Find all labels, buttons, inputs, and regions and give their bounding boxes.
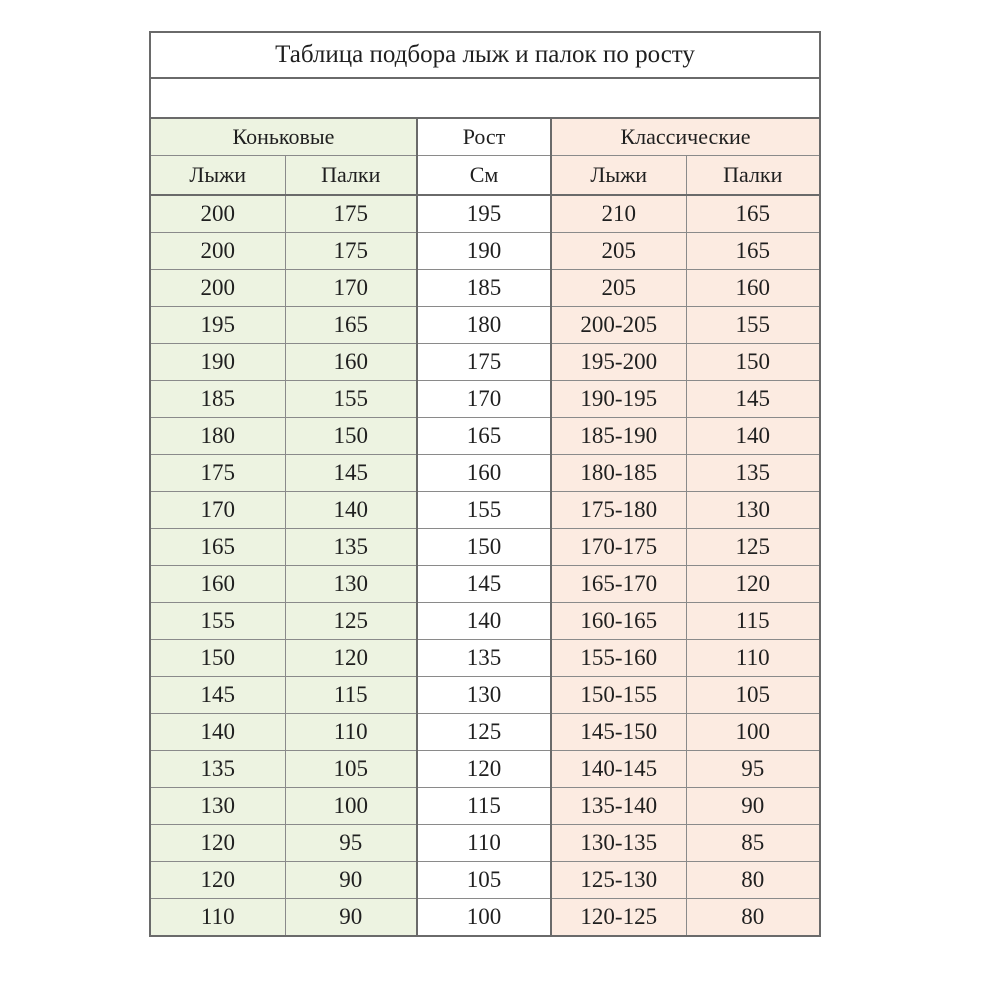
- classic-poles-cell: 165: [686, 233, 820, 270]
- table-row: [150, 344, 820, 381]
- classic-group-header: Классические: [551, 118, 820, 156]
- height-cell: 165: [417, 418, 551, 455]
- table-row: [150, 751, 820, 788]
- blank-row: [150, 78, 820, 118]
- group-header-row: [150, 118, 820, 156]
- skate-poles-cell: 155: [285, 381, 417, 418]
- height-cell: 190: [417, 233, 551, 270]
- classic-poles-cell: 100: [686, 714, 820, 751]
- classic-poles-cell: 130: [686, 492, 820, 529]
- height-cell: 135: [417, 640, 551, 677]
- height-cell: 110: [417, 825, 551, 862]
- skate-poles-cell: 140: [285, 492, 417, 529]
- skate-poles-cell: 105: [285, 751, 417, 788]
- classic-poles-cell: 80: [686, 899, 820, 937]
- classic-poles-cell: 90: [686, 788, 820, 825]
- classic-skis-cell: 170-175: [551, 529, 686, 566]
- blank-cell: [150, 78, 820, 118]
- table-row: [150, 714, 820, 751]
- classic-poles-cell: 95: [686, 751, 820, 788]
- classic-poles-cell: 150: [686, 344, 820, 381]
- classic-skis-cell: 140-145: [551, 751, 686, 788]
- table-row: [150, 603, 820, 640]
- skate-poles-cell: 145: [285, 455, 417, 492]
- classic-skis-cell: 200-205: [551, 307, 686, 344]
- classic-skis-cell: 130-135: [551, 825, 686, 862]
- table-row: [150, 307, 820, 344]
- classic-skis-cell: 180-185: [551, 455, 686, 492]
- table-row: [150, 640, 820, 677]
- height-cell: 125: [417, 714, 551, 751]
- classic-skis-cell: 145-150: [551, 714, 686, 751]
- classic-skis-cell: 155-160: [551, 640, 686, 677]
- skate-poles-cell: 130: [285, 566, 417, 603]
- skate-poles-cell: 110: [285, 714, 417, 751]
- table-row: [150, 677, 820, 714]
- table-row: [150, 195, 820, 233]
- skate-skis-cell: 185: [150, 381, 285, 418]
- classic-poles-cell: 145: [686, 381, 820, 418]
- skate-poles-cell: 95: [285, 825, 417, 862]
- classic-skis-cell: 120-125: [551, 899, 686, 937]
- skate-skis-cell: 145: [150, 677, 285, 714]
- classic-poles-header: Палки: [686, 156, 820, 196]
- skate-poles-cell: 100: [285, 788, 417, 825]
- table-row: [150, 233, 820, 270]
- classic-poles-cell: 80: [686, 862, 820, 899]
- classic-skis-cell: 165-170: [551, 566, 686, 603]
- skate-skis-cell: 120: [150, 825, 285, 862]
- classic-skis-cell: 205: [551, 233, 686, 270]
- table-row: [150, 529, 820, 566]
- classic-poles-cell: 110: [686, 640, 820, 677]
- table-row: [150, 566, 820, 603]
- table-row: [150, 418, 820, 455]
- skate-poles-header: Палки: [285, 156, 417, 196]
- ski-selection-table: [149, 31, 821, 937]
- classic-skis-cell: 175-180: [551, 492, 686, 529]
- skate-poles-cell: 120: [285, 640, 417, 677]
- height-cell: 195: [417, 195, 551, 233]
- table-row: [150, 788, 820, 825]
- table-row: [150, 899, 820, 937]
- title-row: [150, 32, 820, 78]
- skate-skis-cell: 160: [150, 566, 285, 603]
- height-cell: 130: [417, 677, 551, 714]
- classic-skis-cell: 195-200: [551, 344, 686, 381]
- classic-skis-cell: 190-195: [551, 381, 686, 418]
- skate-skis-cell: 190: [150, 344, 285, 381]
- skate-skis-cell: 155: [150, 603, 285, 640]
- classic-skis-cell: 125-130: [551, 862, 686, 899]
- table-row: [150, 825, 820, 862]
- classic-poles-cell: 85: [686, 825, 820, 862]
- height-cell: 115: [417, 788, 551, 825]
- skate-poles-cell: 115: [285, 677, 417, 714]
- skate-skis-cell: 140: [150, 714, 285, 751]
- height-cell: 175: [417, 344, 551, 381]
- skate-skis-cell: 120: [150, 862, 285, 899]
- skate-poles-cell: 175: [285, 195, 417, 233]
- skate-poles-cell: 135: [285, 529, 417, 566]
- skate-poles-cell: 175: [285, 233, 417, 270]
- skate-poles-cell: 165: [285, 307, 417, 344]
- height-cell: 170: [417, 381, 551, 418]
- height-cell: 155: [417, 492, 551, 529]
- skate-skis-cell: 130: [150, 788, 285, 825]
- skate-poles-cell: 90: [285, 862, 417, 899]
- skate-skis-cell: 180: [150, 418, 285, 455]
- classic-poles-cell: 140: [686, 418, 820, 455]
- skate-poles-cell: 160: [285, 344, 417, 381]
- skate-skis-cell: 170: [150, 492, 285, 529]
- classic-skis-header: Лыжи: [551, 156, 686, 196]
- height-cell: 150: [417, 529, 551, 566]
- height-cell: 185: [417, 270, 551, 307]
- skate-poles-cell: 90: [285, 899, 417, 937]
- height-cell: 160: [417, 455, 551, 492]
- classic-poles-cell: 115: [686, 603, 820, 640]
- table-row: [150, 455, 820, 492]
- skate-skis-cell: 200: [150, 233, 285, 270]
- classic-poles-cell: 125: [686, 529, 820, 566]
- skate-group-header: Коньковые: [150, 118, 417, 156]
- skate-skis-cell: 150: [150, 640, 285, 677]
- skate-skis-header: Лыжи: [150, 156, 285, 196]
- table-title: Таблица подбора лыж и палок по росту: [150, 32, 820, 78]
- height-cell: 180: [417, 307, 551, 344]
- skate-skis-cell: 200: [150, 195, 285, 233]
- skate-skis-cell: 195: [150, 307, 285, 344]
- height-cell: 145: [417, 566, 551, 603]
- classic-skis-cell: 210: [551, 195, 686, 233]
- skate-poles-cell: 150: [285, 418, 417, 455]
- classic-poles-cell: 105: [686, 677, 820, 714]
- classic-skis-cell: 185-190: [551, 418, 686, 455]
- skate-skis-cell: 175: [150, 455, 285, 492]
- height-unit-header: См: [417, 156, 551, 196]
- skate-poles-cell: 170: [285, 270, 417, 307]
- classic-poles-cell: 165: [686, 195, 820, 233]
- table-body: [150, 32, 820, 936]
- height-cell: 120: [417, 751, 551, 788]
- classic-poles-cell: 160: [686, 270, 820, 307]
- classic-poles-cell: 120: [686, 566, 820, 603]
- classic-poles-cell: 135: [686, 455, 820, 492]
- classic-skis-cell: 160-165: [551, 603, 686, 640]
- skate-skis-cell: 200: [150, 270, 285, 307]
- table-row: [150, 862, 820, 899]
- height-cell: 140: [417, 603, 551, 640]
- height-cell: 100: [417, 899, 551, 937]
- table-row: [150, 381, 820, 418]
- skate-skis-cell: 135: [150, 751, 285, 788]
- classic-poles-cell: 155: [686, 307, 820, 344]
- skate-poles-cell: 125: [285, 603, 417, 640]
- skate-skis-cell: 110: [150, 899, 285, 937]
- sub-header-row: [150, 156, 820, 196]
- skate-skis-cell: 165: [150, 529, 285, 566]
- height-cell: 105: [417, 862, 551, 899]
- table-row: [150, 492, 820, 529]
- classic-skis-cell: 135-140: [551, 788, 686, 825]
- classic-skis-cell: 205: [551, 270, 686, 307]
- classic-skis-cell: 150-155: [551, 677, 686, 714]
- height-group-header: Рост: [417, 118, 551, 156]
- table-row: [150, 270, 820, 307]
